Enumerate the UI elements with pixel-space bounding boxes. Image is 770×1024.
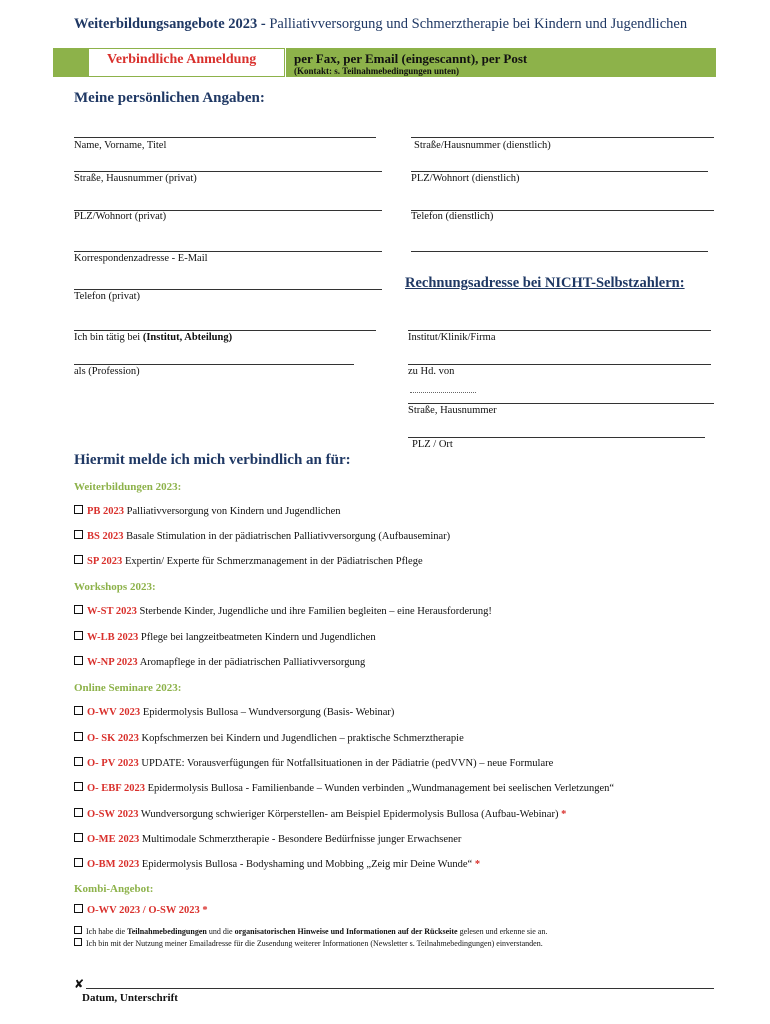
checkbox-icon[interactable] — [74, 631, 83, 640]
option-w-st-2023[interactable] — [74, 605, 492, 617]
option-o-pv-2023[interactable] — [74, 757, 553, 769]
checkbox-icon[interactable] — [74, 858, 83, 867]
category-online-seminars: Online Seminare 2023: — [74, 682, 182, 694]
option-sp-2023[interactable] — [74, 555, 423, 567]
option-code: O- PV 2023 — [87, 758, 139, 769]
invoice-attention-field[interactable] — [408, 364, 711, 365]
street-work-field[interactable] — [411, 137, 714, 138]
checkbox-icon[interactable] — [74, 656, 83, 665]
street-private-label: Straße, Hausnummer (privat) — [74, 173, 197, 184]
name-field[interactable] — [74, 137, 376, 138]
option-o-sw-2023[interactable] — [74, 808, 566, 820]
option-text: Wundversorgung schwieriger Körperstellen- am Beispiel Epidermolysis Bullosa (Aufbau-Webinar) — [138, 809, 562, 820]
street-private-field[interactable] — [74, 171, 382, 172]
street-work-label: Straße/Hausnummer (dienstlich) — [414, 140, 551, 151]
profession-field[interactable] — [74, 364, 354, 365]
option-code: O-WV 2023 / O-SW 2023 — [87, 905, 200, 916]
plz-work-label: PLZ/Wohnort (dienstlich) — [411, 173, 520, 184]
plz-work-field[interactable] — [411, 171, 708, 172]
signature-cross-icon: ✘ — [74, 977, 85, 991]
invoice-heading: Rechnungsadresse bei NICHT-Selbstzahlern: — [405, 275, 685, 291]
checkbox-icon[interactable] — [74, 706, 83, 715]
checkbox-icon[interactable] — [74, 530, 83, 539]
option-star: * — [474, 859, 481, 870]
invoice-institute-field[interactable] — [408, 330, 711, 331]
consent-terms-b: Teilnahmebedingungen — [127, 927, 207, 936]
option-o-wv-2023[interactable] — [74, 706, 394, 718]
option-text: Kopfschmerzen bei Kindern und Jugendlichen – praktische Schmerztherapie — [138, 733, 464, 744]
option-text: Epidermolysis Bullosa - Bodyshaming und Mobbing „Zeig mir Deine Wunde“ — [139, 859, 475, 870]
option-code: O-ME 2023 — [87, 834, 140, 845]
checkbox-icon[interactable] — [74, 808, 83, 817]
category-kombi: Kombi-Angebot: — [74, 883, 154, 895]
phone-work-label: Telefon (dienstlich) — [411, 211, 494, 222]
option-star: * — [561, 809, 567, 820]
phone-private-field[interactable] — [74, 289, 382, 290]
institute-label-prefix: Ich bin tätig bei — [74, 332, 143, 343]
profession-label: als (Profession) — [74, 366, 140, 377]
banner-submission-methods: per Fax, per Email (eingescannt), per Post — [294, 51, 528, 66]
banner-binding-registration: Verbindliche Anmeldung — [107, 52, 257, 67]
option-code: O- EBF 2023 — [87, 783, 145, 794]
option-code: PB 2023 — [87, 506, 125, 517]
option-code: O-SW 2023 — [87, 809, 139, 820]
personal-heading: Meine persönlichen Angaben: — [74, 90, 265, 106]
option-text: Pflege bei langzeitbeatmeten Kindern und Jugendlichen — [138, 632, 376, 643]
option-text: Expertin/ Experte für Schmerzmanagement in der Pädiatrischen Pflege — [122, 556, 423, 567]
registration-heading: Hiermit melde ich mich verbindlich an für: — [74, 452, 351, 468]
checkbox-icon[interactable] — [74, 732, 83, 741]
option-code: O-BM 2023 — [87, 859, 140, 870]
option-code: W-ST 2023 — [87, 606, 137, 617]
signature-label: Datum, Unterschrift — [82, 992, 178, 1004]
email-label: Korrespondenzadresse - E-Mail — [74, 253, 208, 264]
option-code: W-LB 2023 — [87, 632, 139, 643]
invoice-street-field[interactable] — [408, 403, 714, 404]
option-pb-2023[interactable] — [74, 505, 341, 517]
checkbox-icon[interactable] — [74, 605, 83, 614]
consent-terms-a: Ich habe die — [86, 927, 128, 936]
category-weiterbildungen: Weiterbildungen 2023: — [74, 481, 182, 493]
institute-label — [74, 332, 232, 343]
option-w-np-2023[interactable] — [74, 656, 365, 668]
option-text: Palliativversorgung von Kindern und Jugendlichen — [124, 506, 341, 517]
institute-field[interactable] — [74, 330, 376, 331]
consent-newsletter[interactable] — [74, 938, 543, 948]
option-o-sk-2023[interactable] — [74, 732, 464, 744]
plz-private-label: PLZ/Wohnort (privat) — [74, 211, 167, 222]
form-title-bold: Weiterbildungsangebote 2023 - — [74, 16, 266, 32]
consent-terms-d: organisatorischen Hinweise und Informationen auf der Rückseite — [234, 927, 458, 936]
institute-label-bold: (Institut, Abteilung) — [142, 332, 233, 343]
checkbox-icon[interactable] — [74, 782, 83, 791]
attention-dashed-line — [410, 392, 476, 393]
option-kombi[interactable] — [74, 904, 208, 916]
option-bs-2023[interactable] — [74, 530, 450, 542]
consent-terms-e: gelesen und erkenne sie an. — [457, 927, 548, 936]
form-title — [74, 16, 714, 33]
checkbox-icon[interactable] — [74, 833, 83, 842]
invoice-street-label: Straße, Hausnummer — [408, 405, 497, 416]
option-code: O- SK 2023 — [87, 733, 139, 744]
option-code: BS 2023 — [87, 531, 124, 542]
option-text: Epidermolysis Bullosa – Wundversorgung (Basis- Webinar) — [140, 707, 395, 718]
option-code: W-NP 2023 — [87, 657, 138, 668]
option-o-bm-2023[interactable] — [74, 858, 480, 870]
phone-private-label: Telefon (privat) — [74, 291, 141, 302]
option-code: O-WV 2023 — [87, 707, 141, 718]
checkbox-icon[interactable] — [74, 555, 83, 564]
option-text: Basale Stimulation in der pädiatrischen Palliativversorgung (Aufbauseminar) — [123, 531, 451, 542]
signature-field[interactable] — [86, 988, 714, 989]
option-text: Epidermolysis Bullosa - Familienbande – Wunden verbinden „Wundmanagement bei seelischen Verletzungen“ — [144, 783, 615, 794]
invoice-plz-field[interactable] — [408, 437, 705, 438]
banner-contact-note: (Kontakt: s. Teilnahmebedingungen unten) — [294, 66, 460, 76]
banner-green-square — [53, 48, 89, 77]
checkbox-icon[interactable] — [74, 926, 82, 934]
option-o-me-2023[interactable] — [74, 833, 461, 845]
checkbox-icon[interactable] — [74, 938, 82, 946]
consent-terms-c: und die — [206, 927, 235, 936]
category-workshops: Workshops 2023: — [74, 581, 156, 593]
form-title-rest: Palliativversorgung und Schmerztherapie bei Kindern und Jugendlichen — [265, 16, 688, 32]
invoice-institute-label: Institut/Klinik/Firma — [408, 332, 496, 343]
checkbox-icon[interactable] — [74, 505, 83, 514]
invoice-plz-label: PLZ / Ort — [412, 439, 453, 450]
checkbox-icon[interactable] — [74, 904, 83, 913]
consent-newsletter-text: Ich bin mit der Nutzung meiner Emailadresse für die Zusendung weiterer Informationen (Newsletter s. Teilnahmebedingungen) einverstanden. — [86, 939, 543, 948]
checkbox-icon[interactable] — [74, 757, 83, 766]
option-w-lb-2023[interactable] — [74, 631, 376, 643]
option-o-ebf-2023[interactable] — [74, 782, 614, 794]
option-text: Multimodale Schmerztherapie - Besondere Bedürfnisse junger Erwachsener — [139, 834, 462, 845]
option-star: * — [199, 905, 208, 916]
consent-terms[interactable] — [74, 926, 547, 936]
option-text: Sterbende Kinder, Jugendliche und ihre Familien begleiten – eine Herausforderung! — [136, 606, 492, 617]
invoice-attention-label: zu Hd. von — [408, 366, 455, 377]
option-text: Aromapflege in der pädiatrischen Palliativversorgung — [137, 657, 366, 668]
name-label: Name, Vorname, Titel — [74, 140, 167, 151]
right-extra-field[interactable] — [411, 251, 708, 252]
option-code: SP 2023 — [87, 556, 123, 567]
email-field[interactable] — [74, 251, 382, 252]
option-text: UPDATE: Vorausverfügungen für Notfallsituationen in der Pädiatrie (pedVVN) – neue Formulare — [138, 758, 554, 769]
